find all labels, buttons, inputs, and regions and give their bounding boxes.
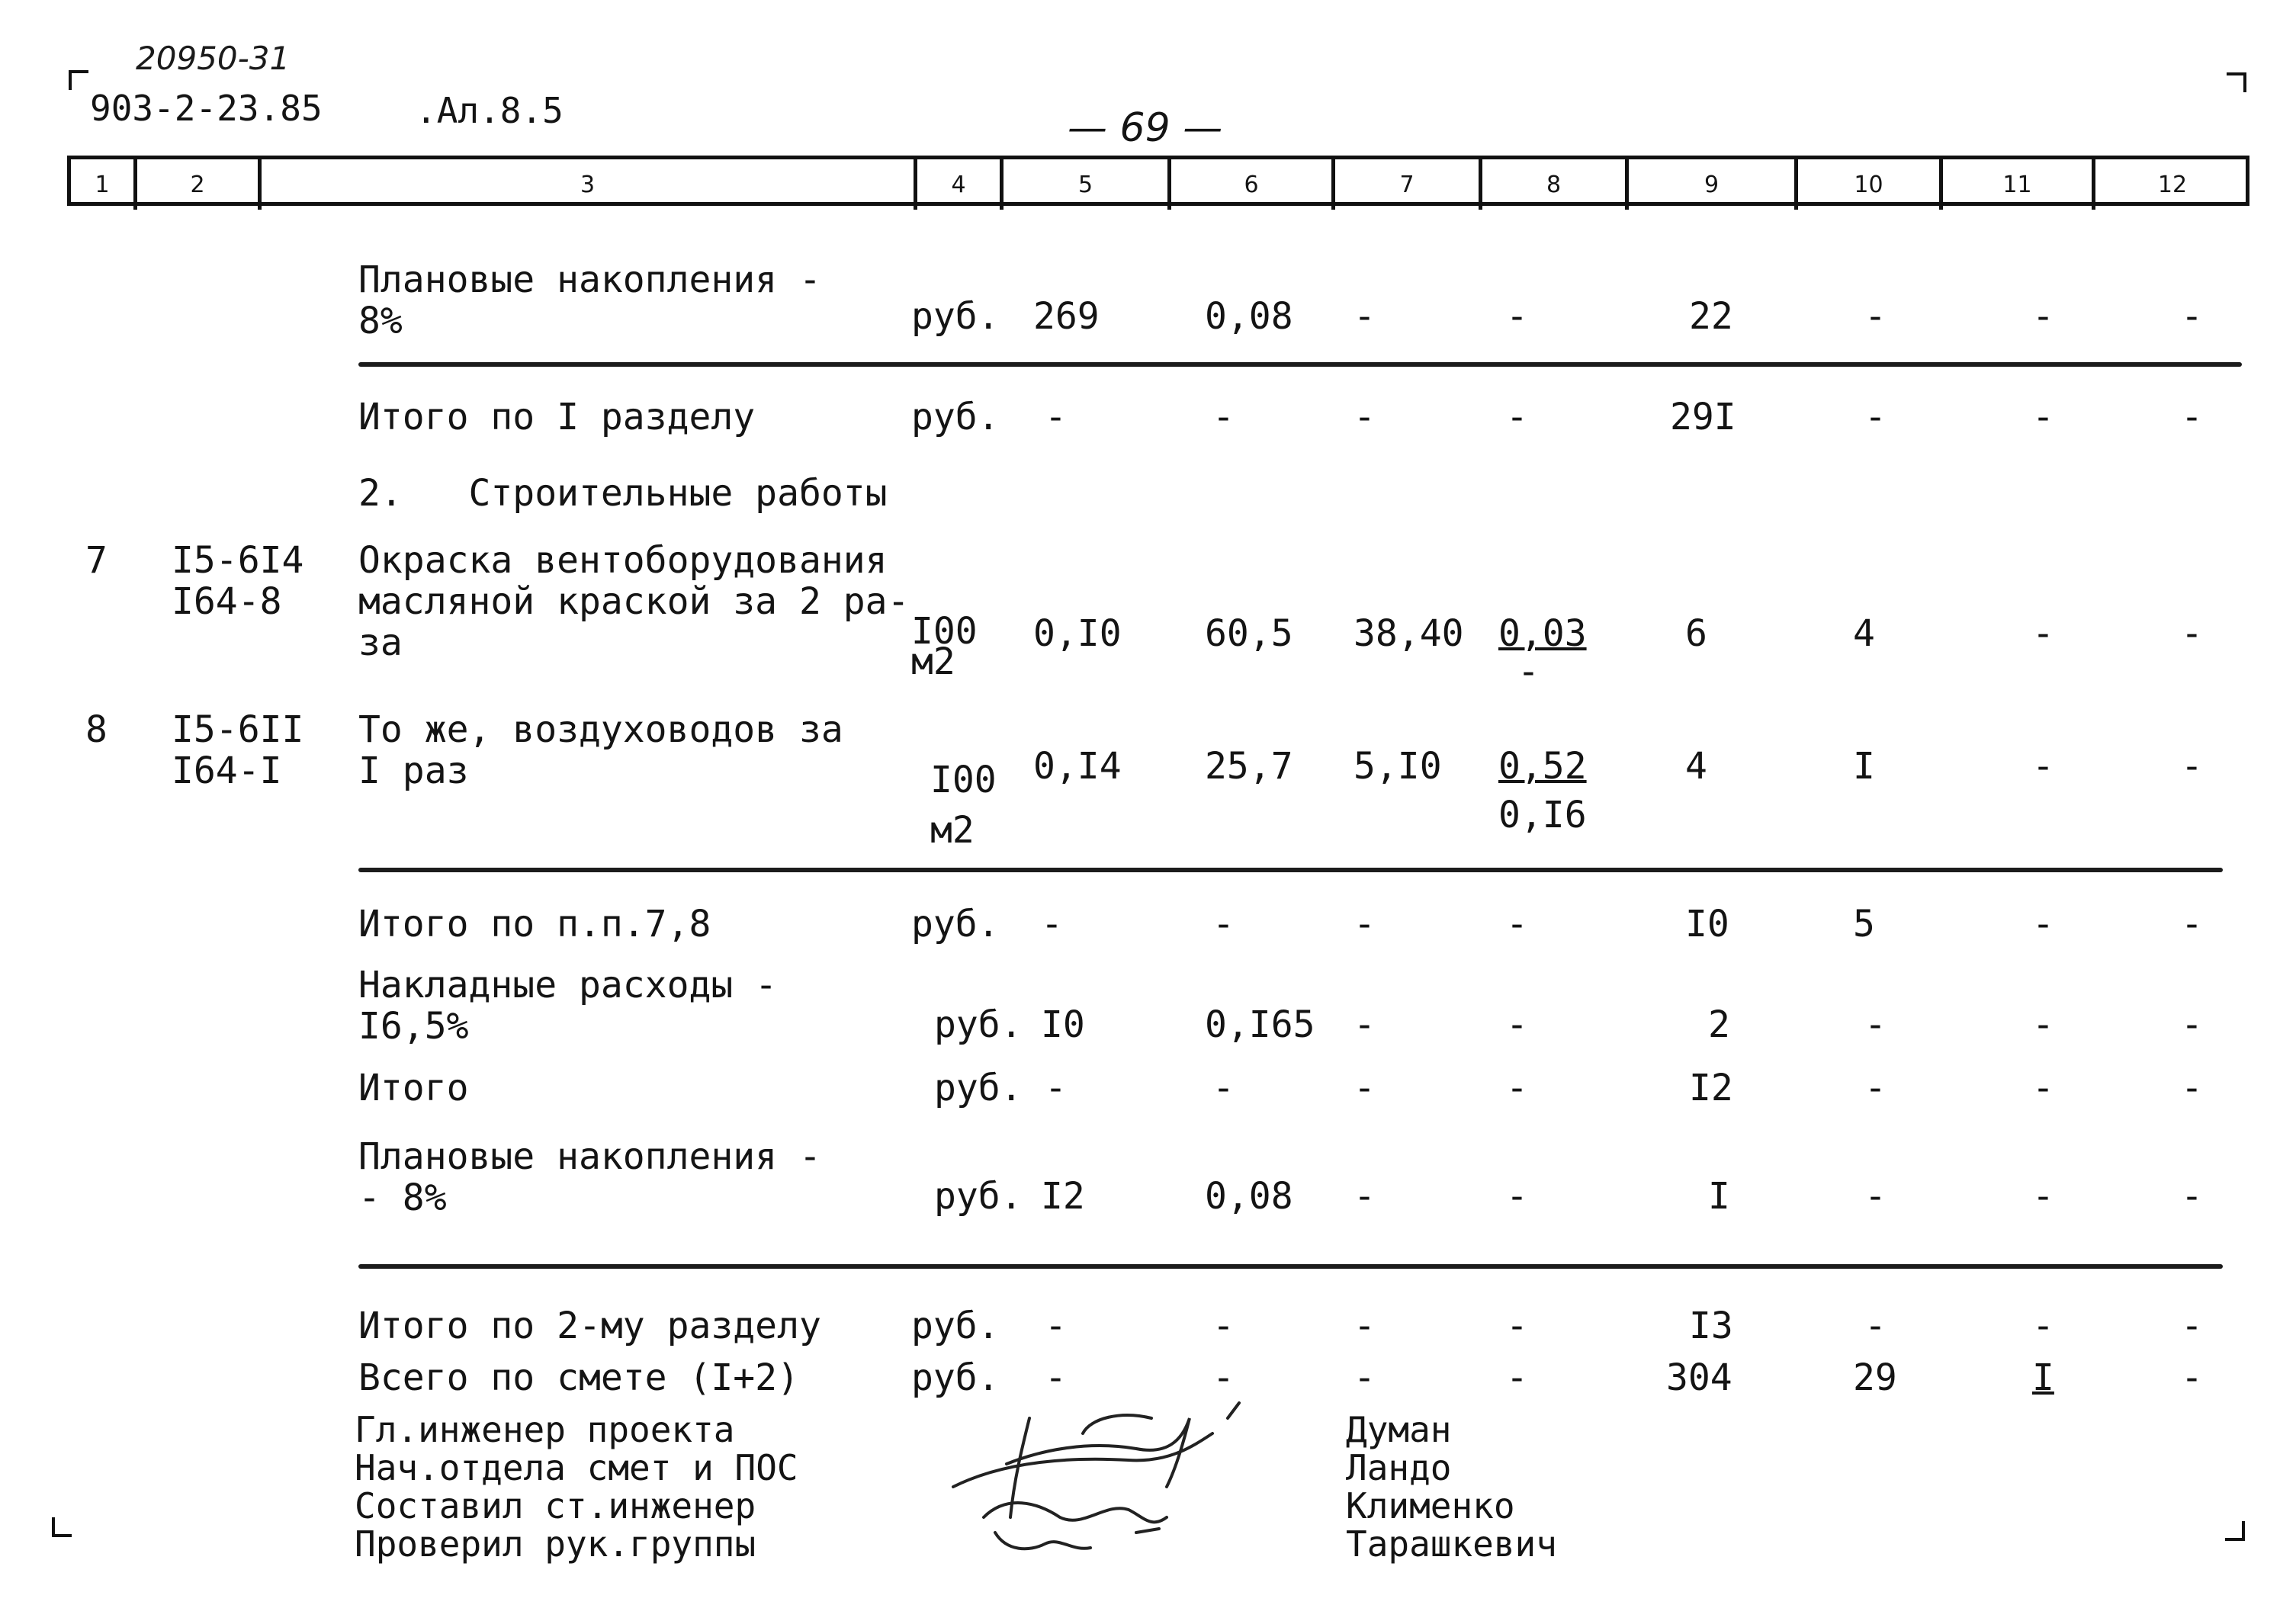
row-col12: - xyxy=(2181,396,2203,438)
row-col6: 60,5 xyxy=(1205,612,1293,655)
signature-name: Тарашкевич xyxy=(1346,1523,1557,1565)
row-col5: 269 xyxy=(1033,295,1100,338)
row-unit: руб. xyxy=(911,1305,1000,1347)
row-col9: 6 xyxy=(1685,612,1707,655)
corner-mark-bottom-right xyxy=(2225,1521,2245,1541)
row-col8-lower: - xyxy=(1517,650,1540,693)
row-unit: руб. xyxy=(934,1175,1023,1218)
row-col5: - xyxy=(1045,1305,1067,1347)
row-col9: 22 xyxy=(1689,295,1733,338)
row-col11: I xyxy=(2032,1356,2054,1399)
row-number: 7 xyxy=(85,539,108,582)
row-col10: - xyxy=(1864,1067,1887,1109)
row-unit: I00 м2 xyxy=(930,759,997,852)
row-col10: - xyxy=(1864,295,1887,338)
row-code: I5-6I4 I64-8 xyxy=(172,539,304,623)
corner-mark-bottom-left xyxy=(52,1517,72,1537)
column-number: 11 xyxy=(1943,159,2095,210)
corner-mark-top-right xyxy=(2227,72,2246,92)
row-col6: - xyxy=(1212,1356,1235,1399)
row-col8: - xyxy=(1506,295,1528,338)
row-col6: 25,7 xyxy=(1205,745,1293,788)
row-col9: 304 xyxy=(1666,1356,1732,1399)
row-col7: - xyxy=(1354,1175,1376,1218)
page-number: — 69 — xyxy=(1068,105,1223,151)
signature-name: Ландо xyxy=(1346,1447,1452,1488)
row-col5: 0,I4 xyxy=(1033,745,1122,788)
row-col5: - xyxy=(1045,1356,1067,1399)
signature-roles xyxy=(355,1411,798,1563)
row-unit: I00 м2 xyxy=(911,610,978,683)
column-number: 1 xyxy=(71,159,137,210)
row-col7: - xyxy=(1354,1067,1376,1109)
column-number: 8 xyxy=(1482,159,1629,210)
row-name: Итого по 2-му разделу xyxy=(358,1305,821,1347)
row-col7: - xyxy=(1354,1003,1376,1046)
row-col10: - xyxy=(1864,1305,1887,1347)
row-col8: 0,52 xyxy=(1498,745,1587,788)
row-col11: - xyxy=(2032,1175,2054,1218)
row-col11: - xyxy=(2032,1003,2054,1046)
row-col8: - xyxy=(1506,903,1528,945)
row-col10: - xyxy=(1864,1003,1887,1046)
row-col11: - xyxy=(2032,745,2054,788)
row-col8: - xyxy=(1506,396,1528,438)
row-col12: - xyxy=(2181,612,2203,655)
signature-name: Клименко xyxy=(1346,1485,1515,1526)
row-col8: 0,03 xyxy=(1498,612,1587,655)
row-col6: - xyxy=(1212,1067,1235,1109)
column-number: 4 xyxy=(917,159,1003,210)
row-col12: - xyxy=(2181,745,2203,788)
row-col9: I3 xyxy=(1689,1305,1733,1347)
row-col12: - xyxy=(2181,295,2203,338)
divider xyxy=(358,1264,2223,1269)
row-col5: - xyxy=(1045,396,1067,438)
row-col9: 29I xyxy=(1670,396,1736,438)
row-name: Плановые накопления - 8% xyxy=(358,258,821,342)
row-col11: - xyxy=(2032,612,2054,655)
row-unit: руб. xyxy=(911,1356,1000,1399)
column-number: 9 xyxy=(1629,159,1798,210)
row-unit: руб. xyxy=(911,396,1000,438)
row-col6: 0,I65 xyxy=(1205,1003,1315,1046)
row-col7: 38,40 xyxy=(1354,612,1464,655)
row-col5: I0 xyxy=(1041,1003,1085,1046)
row-col8: - xyxy=(1506,1305,1528,1347)
row-unit: руб. xyxy=(911,295,1000,338)
row-col6: 0,08 xyxy=(1205,1175,1293,1218)
row-col7: - xyxy=(1354,396,1376,438)
row-col7: - xyxy=(1354,903,1376,945)
row-col9: I xyxy=(1708,1175,1730,1218)
row-col12: - xyxy=(2181,1175,2203,1218)
column-number: 6 xyxy=(1171,159,1335,210)
row-col12: - xyxy=(2181,1356,2203,1399)
row-col10: - xyxy=(1864,396,1887,438)
row-col8: - xyxy=(1506,1356,1528,1399)
row-col6: - xyxy=(1212,396,1235,438)
row-name: Всего по смете (I+2) xyxy=(358,1356,799,1399)
column-number: 10 xyxy=(1798,159,1943,210)
row-col11: - xyxy=(2032,1067,2054,1109)
row-col5: I2 xyxy=(1041,1175,1085,1218)
row-col11: - xyxy=(2032,295,2054,338)
row-unit: руб. xyxy=(934,1067,1023,1109)
handwritten-signatures xyxy=(938,1388,1334,1563)
column-number-header xyxy=(67,156,2249,206)
row-col7: - xyxy=(1354,295,1376,338)
row-col7: - xyxy=(1354,1305,1376,1347)
row-col11: - xyxy=(2032,1305,2054,1347)
row-col9: I2 xyxy=(1689,1067,1733,1109)
row-unit: руб. xyxy=(911,903,1000,945)
row-col11: - xyxy=(2032,396,2054,438)
row-col6: - xyxy=(1212,1305,1235,1347)
signature-role: Нач.отдела смет и ПОС xyxy=(355,1447,798,1488)
row-col10: 29 xyxy=(1853,1356,1897,1399)
handwritten-number: 20950-31 xyxy=(136,40,291,77)
row-name: Итого по п.п.7,8 xyxy=(358,903,711,945)
row-col5: 0,I0 xyxy=(1033,612,1122,655)
row-name: Окраска вентоборудования масляной краской за 2 ра- за xyxy=(358,539,910,664)
row-name: Накладные расходы - I6,5% xyxy=(358,964,778,1048)
row-col11: - xyxy=(2032,903,2054,945)
row-col12: - xyxy=(2181,1003,2203,1046)
row-name: То же, воздуховодов за I раз xyxy=(358,708,843,792)
row-col8: - xyxy=(1506,1003,1528,1046)
column-number: 12 xyxy=(2157,171,2188,198)
row-col5: - xyxy=(1041,903,1063,945)
row-col10: 4 xyxy=(1853,612,1875,655)
row-name: Итого по I разделу xyxy=(358,396,756,438)
signature-name: Думан xyxy=(1346,1409,1452,1450)
row-name: Итого xyxy=(358,1067,469,1109)
row-col12: - xyxy=(2181,1067,2203,1109)
signature-names xyxy=(1346,1411,1557,1563)
row-col8: - xyxy=(1506,1175,1528,1218)
signature-role: Гл.инженер проекта xyxy=(355,1409,735,1450)
row-code: I5-6II I64-I xyxy=(172,708,304,792)
row-col12: - xyxy=(2181,903,2203,945)
signature-role: Составил ст.инженер xyxy=(355,1485,756,1526)
column-number: 7 xyxy=(1335,159,1482,210)
row-col9: 2 xyxy=(1708,1003,1730,1046)
row-col9: 4 xyxy=(1685,745,1707,788)
row-col10: - xyxy=(1864,1175,1887,1218)
row-col8: - xyxy=(1506,1067,1528,1109)
row-col7: 5,I0 xyxy=(1354,745,1442,788)
album-number: .Ал.8.5 xyxy=(416,90,564,131)
column-number: 3 xyxy=(262,159,917,210)
column-number: 2 xyxy=(137,159,262,210)
row-col5: - xyxy=(1045,1067,1067,1109)
row-col12: - xyxy=(2181,1305,2203,1347)
column-number: 5 xyxy=(1003,159,1171,210)
divider xyxy=(358,868,2223,872)
project-code: 903-2-23.85 xyxy=(90,88,323,129)
row-col10: I xyxy=(1853,745,1875,788)
row-col10: 5 xyxy=(1853,903,1875,945)
row-name: Плановые накопления - - 8% xyxy=(358,1135,821,1219)
section-title: 2. Строительные работы xyxy=(358,472,888,515)
signature-role: Проверил рук.группы xyxy=(355,1523,756,1565)
row-number: 8 xyxy=(85,708,108,751)
row-col6: 0,08 xyxy=(1205,295,1293,338)
row-col7: - xyxy=(1354,1356,1376,1399)
row-unit: руб. xyxy=(934,1003,1023,1046)
row-col6: - xyxy=(1212,903,1235,945)
divider xyxy=(358,362,2242,367)
row-col8-lower: 0,I6 xyxy=(1498,794,1587,836)
corner-mark-top-left xyxy=(69,70,88,90)
row-col9: I0 xyxy=(1685,903,1729,945)
